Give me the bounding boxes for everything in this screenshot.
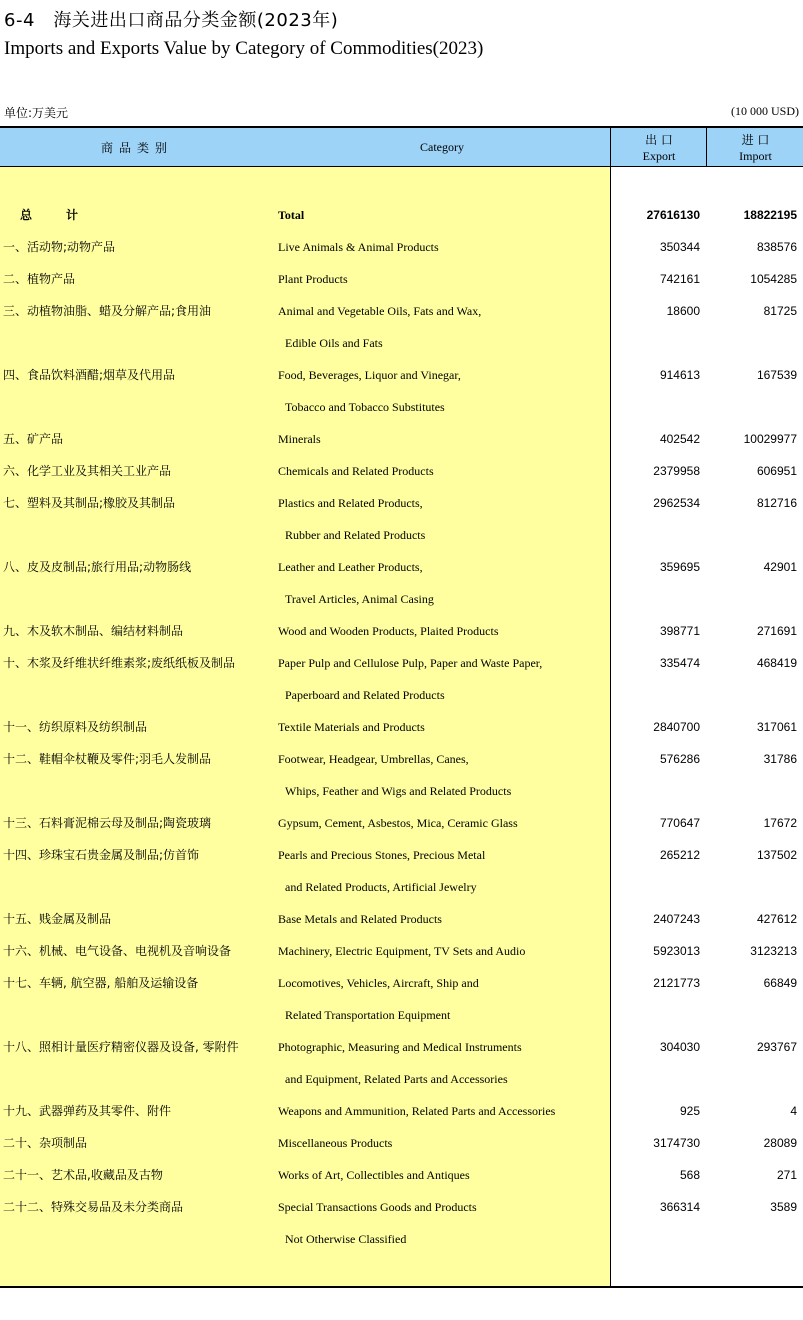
row-category-cn: 十四、珍珠宝石贵金属及制品;仿首饰 — [3, 848, 200, 862]
row-category-en: Photographic, Measuring and Medical Instruments — [278, 1040, 522, 1054]
row-category-en: Base Metals and Related Products — [278, 912, 442, 926]
row-export-value: 359695 — [659, 560, 700, 574]
row-category-cn: 十、木浆及纤维状纤维素浆;废纸纸板及制品 — [3, 656, 236, 670]
table-row — [0, 615, 803, 647]
row-import-value: 17672 — [763, 816, 797, 830]
row-category-en: Travel Articles, Animal Casing — [285, 592, 434, 606]
row-category-en: Special Transactions Goods and Products — [278, 1200, 477, 1214]
table-row — [0, 519, 803, 551]
row-import-value: 137502 — [756, 848, 797, 862]
row-export-value: 770647 — [659, 816, 700, 830]
row-import-value: 812716 — [756, 496, 797, 510]
row-export-value: 5923013 — [653, 944, 700, 958]
row-category-cn: 四、食品饮料酒醋;烟草及代用品 — [3, 368, 176, 382]
row-category-en: Plastics and Related Products, — [278, 496, 423, 510]
total-label-cn — [20, 199, 80, 231]
row-category-en: Locomotives, Vehicles, Aircraft, Ship and — [278, 976, 479, 990]
table-row — [0, 391, 803, 423]
table-row — [0, 807, 803, 839]
row-category-en: Gypsum, Cement, Asbestos, Mica, Ceramic Glass — [278, 816, 518, 830]
row-import-value: 4 — [790, 1104, 797, 1118]
table-row-total — [0, 199, 803, 231]
table-row — [0, 647, 803, 679]
row-category-en: Edible Oils and Fats — [285, 336, 383, 350]
table-row — [0, 455, 803, 487]
row-category-cn: 三、动植物油脂、蜡及分解产品;食用油 — [3, 304, 212, 318]
total-export: 27616130 — [646, 208, 700, 222]
header-export — [610, 128, 707, 167]
header-export-cn: 出 口 — [645, 132, 673, 147]
row-export-value: 568 — [679, 1168, 700, 1182]
row-category-cn: 九、木及软木制品、编结材料制品 — [3, 624, 184, 638]
table-row — [0, 679, 803, 711]
unit-label-cn: 单位:万美元 — [4, 106, 69, 120]
table-bottom-rule — [0, 1286, 803, 1288]
row-category-cn: 二十二、特殊交易品及未分类商品 — [3, 1200, 184, 1214]
table-row — [0, 1223, 803, 1255]
row-category-en: Rubber and Related Products — [285, 528, 426, 542]
row-export-value: 398771 — [659, 624, 700, 638]
table-row — [0, 1191, 803, 1223]
table-row — [0, 743, 803, 775]
total-label-en: Total — [278, 208, 305, 222]
unit-label-en: (10 000 USD) — [731, 104, 799, 118]
row-category-en: Weapons and Ammunition, Related Parts and Accessories — [278, 1104, 556, 1118]
row-category-en: Animal and Vegetable Oils, Fats and Wax, — [278, 304, 482, 318]
row-export-value: 402542 — [659, 432, 700, 446]
table-row — [0, 327, 803, 359]
row-category-cn: 五、矿产品 — [3, 432, 64, 446]
row-category-en: Machinery, Electric Equipment, TV Sets and Audio — [278, 944, 526, 958]
row-category-cn: 七、塑料及其制品;橡胶及其制品 — [3, 496, 176, 510]
row-category-cn: 十六、机械、电气设备、电视机及音响设备 — [3, 944, 232, 958]
row-import-value: 1054285 — [750, 272, 797, 286]
row-export-value: 2840700 — [653, 720, 700, 734]
header-import-cn: 进 口 — [741, 132, 770, 147]
row-category-cn: 十五、贱金属及制品 — [3, 912, 112, 926]
table-row — [0, 295, 803, 327]
row-export-value: 2121773 — [653, 976, 700, 990]
table-row — [0, 1127, 803, 1159]
table-row — [0, 583, 803, 615]
table-row — [0, 1063, 803, 1095]
table-row — [0, 935, 803, 967]
table-row — [0, 1159, 803, 1191]
row-category-en: Food, Beverages, Liquor and Vinegar, — [278, 368, 461, 382]
table-row — [0, 999, 803, 1031]
row-import-value: 28089 — [763, 1136, 797, 1150]
table-row — [0, 871, 803, 903]
row-category-en: Miscellaneous Products — [278, 1136, 393, 1150]
row-category-cn: 十八、照相计量医疗精密仪器及设备, 零附件 — [3, 1040, 239, 1054]
row-import-value: 606951 — [756, 464, 797, 478]
table-row — [0, 1031, 803, 1063]
row-category-cn: 一、活动物;动物产品 — [3, 240, 116, 254]
row-category-cn: 十二、鞋帽伞杖鞭及零件;羽毛人发制品 — [3, 752, 212, 766]
row-import-value: 42901 — [763, 560, 797, 574]
page-title-en: Imports and Exports Value by Category of Commodities(2023) — [4, 38, 484, 59]
row-category-en: Wood and Wooden Products, Plaited Products — [278, 624, 499, 638]
row-category-en: and Equipment, Related Parts and Accessories — [285, 1072, 508, 1086]
row-import-value: 3123213 — [750, 944, 797, 958]
table-row — [0, 839, 803, 871]
table-row — [0, 487, 803, 519]
row-export-value: 3174730 — [653, 1136, 700, 1150]
row-category-en: Plant Products — [278, 272, 348, 286]
table-row — [0, 231, 803, 263]
total-import: 18822195 — [743, 208, 797, 222]
row-export-value: 18600 — [666, 304, 700, 318]
table-row — [0, 711, 803, 743]
row-export-value: 2379958 — [653, 464, 700, 478]
row-category-en: Tobacco and Tobacco Substitutes — [285, 400, 445, 414]
row-category-en: Minerals — [278, 432, 321, 446]
total-label-cn-b: 计 — [66, 208, 81, 222]
data-table — [0, 126, 803, 1288]
row-category-en: Leather and Leather Products, — [278, 560, 423, 574]
header-category-cn: 商品类别 — [100, 141, 173, 155]
row-export-value: 265212 — [659, 848, 700, 862]
row-category-en: Pearls and Precious Stones, Precious Metal — [278, 848, 486, 862]
row-category-en: Whips, Feather and Wigs and Related Products — [285, 784, 512, 798]
row-category-en: Chemicals and Related Products — [278, 464, 434, 478]
row-import-value: 271691 — [756, 624, 797, 638]
table-body — [0, 199, 803, 1255]
row-category-cn: 八、皮及皮制品;旅行用品;动物肠线 — [3, 560, 192, 574]
row-export-value: 2962534 — [653, 496, 700, 510]
row-export-value: 335474 — [659, 656, 700, 670]
row-category-cn: 二十一、艺术品,收藏品及古物 — [3, 1168, 163, 1182]
page-title-cn: 6-4 海关进出口商品分类金额(2023年) — [4, 10, 339, 31]
row-export-value: 2407243 — [653, 912, 700, 926]
row-export-value: 742161 — [659, 272, 700, 286]
row-category-cn: 十三、石料膏泥棉云母及制品;陶瓷玻璃 — [3, 816, 212, 830]
row-category-cn: 十七、车辆, 航空器, 船舶及运输设备 — [3, 976, 199, 990]
row-category-en: Related Transportation Equipment — [285, 1008, 451, 1022]
row-export-value: 350344 — [659, 240, 700, 254]
table-row — [0, 967, 803, 999]
row-category-en: Not Otherwise Classified — [285, 1232, 407, 1246]
total-label-cn-a: 总 — [20, 208, 35, 222]
row-category-en: Works of Art, Collectibles and Antiques — [278, 1168, 470, 1182]
row-import-value: 167539 — [756, 368, 797, 382]
row-category-en: and Related Products, Artificial Jewelry — [285, 880, 477, 894]
row-import-value: 66849 — [763, 976, 797, 990]
row-category-en: Footwear, Headgear, Umbrellas, Canes, — [278, 752, 469, 766]
row-category-cn: 六、化学工业及其相关工业产品 — [3, 464, 172, 478]
row-category-cn: 十九、武器弹药及其零件、附件 — [3, 1104, 172, 1118]
row-category-en: Textile Materials and Products — [278, 720, 425, 734]
table-row — [0, 551, 803, 583]
row-export-value: 366314 — [659, 1200, 700, 1214]
row-import-value: 3589 — [770, 1200, 797, 1214]
table-header — [0, 126, 803, 167]
row-export-value: 914613 — [659, 368, 700, 382]
table-row — [0, 775, 803, 807]
table-row — [0, 423, 803, 455]
row-category-cn: 二、植物产品 — [3, 272, 76, 286]
row-import-value: 81725 — [763, 304, 797, 318]
header-export-en: Export — [642, 148, 676, 163]
table-row — [0, 903, 803, 935]
table-row — [0, 263, 803, 295]
row-import-value: 10029977 — [743, 432, 797, 446]
row-import-value: 468419 — [756, 656, 797, 670]
row-export-value: 304030 — [659, 1040, 700, 1054]
table-row — [0, 1095, 803, 1127]
header-import — [706, 128, 803, 167]
row-import-value: 838576 — [756, 240, 797, 254]
row-category-cn: 十一、纺织原料及纺织制品 — [3, 720, 148, 734]
row-import-value: 427612 — [756, 912, 797, 926]
table-row — [0, 359, 803, 391]
row-category-cn: 二十、杂项制品 — [3, 1136, 88, 1150]
row-category-en: Live Animals & Animal Products — [278, 240, 439, 254]
header-import-en: Import — [739, 148, 772, 163]
row-category-en: Paperboard and Related Products — [285, 688, 445, 702]
row-export-value: 576286 — [659, 752, 700, 766]
row-export-value: 925 — [679, 1104, 700, 1118]
header-category-en: Category — [420, 140, 464, 154]
row-import-value: 317061 — [756, 720, 797, 734]
row-import-value: 293767 — [756, 1040, 797, 1054]
row-import-value: 31786 — [763, 752, 797, 766]
row-category-en: Paper Pulp and Cellulose Pulp, Paper and Waste Paper, — [278, 656, 543, 670]
row-import-value: 271 — [776, 1168, 797, 1182]
